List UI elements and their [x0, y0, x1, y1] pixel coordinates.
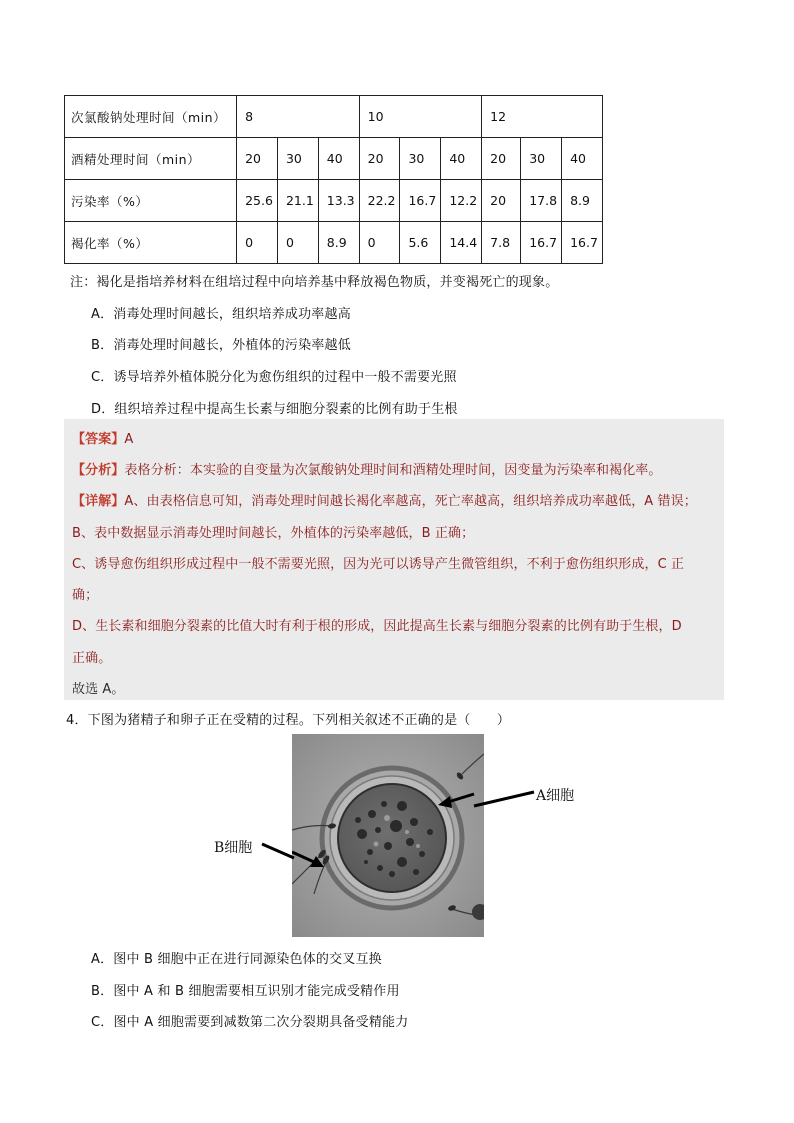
table-cell: 12.2 [441, 180, 482, 222]
option-c: C．诱导培养外植体脱分化为愈伤组织的过程中一般不需要光照 [91, 370, 457, 385]
table-note: 注：褐化是指培养材料在组培过程中向培养基中释放褐色物质，并变褐死亡的现象。 [70, 275, 559, 290]
table-cell: 16.7 [521, 222, 562, 264]
table-cell: 14.4 [441, 222, 482, 264]
table-cell: 40 [441, 138, 482, 180]
row-header: 酒精处理时间（min） [65, 138, 237, 180]
question-4-stem: 4．下图为猪精子和卵子正在受精的过程。下列相关叙述不正确的是（ ） [66, 713, 511, 728]
table-cell: 30 [521, 138, 562, 180]
table-cell: 8.9 [318, 222, 359, 264]
table-row-browning [65, 222, 603, 264]
table-cell: 8.9 [562, 180, 603, 222]
row-header: 污染率（%） [65, 180, 237, 222]
q4-option-a: A．图中 B 细胞中正在进行同源染色体的交叉互换 [91, 952, 382, 967]
table-row-hypochlorite [65, 96, 603, 138]
label-a-cell: A细胞 [536, 788, 575, 804]
label-b-cell: B细胞 [214, 840, 253, 856]
table-cell: 0 [359, 222, 400, 264]
q4-option-b: B．图中 A 和 B 细胞需要相互识别才能完成受精作用 [91, 984, 400, 999]
option-d: D．组织培养过程中提高生长素与细胞分裂素的比例有助于生根 [91, 402, 458, 417]
q4-option-c: C．图中 A 细胞需要到减数第二次分裂期具备受精能力 [91, 1015, 409, 1030]
answer-line [72, 428, 133, 447]
analysis-line [72, 459, 662, 478]
table-row-contamination [65, 180, 603, 222]
table-cell: 8 [237, 96, 360, 138]
detail-line-b: B、表中数据显示消毒处理时间越长，外植体的污染率越低，B 正确； [72, 526, 475, 541]
treatment-results-table [64, 95, 603, 264]
table-row-alcohol [65, 138, 603, 180]
table-cell: 30 [400, 138, 441, 180]
table-cell: 22.2 [359, 180, 400, 222]
table-cell: 16.7 [562, 222, 603, 264]
detail-line-c: C、诱导愈伤组织形成过程中一般不需要光照，因为光可以诱导产生微管组织，不利于愈伤组织形成，C 正 [72, 557, 685, 572]
table-cell: 0 [277, 222, 318, 264]
table-cell: 13.3 [318, 180, 359, 222]
table-cell: 20 [237, 138, 278, 180]
detail-line-d: D、生长素和细胞分裂素的比值大时有利于根的形成，因此提高生长素与细胞分裂素的比例有助于生根，D [72, 619, 682, 634]
analysis-tag: 【分析】 [72, 463, 125, 478]
option-b: B．消毒处理时间越长，外植体的污染率越低 [91, 338, 351, 353]
table-cell: 16.7 [400, 180, 441, 222]
table-cell: 20 [359, 138, 400, 180]
table-cell: 40 [318, 138, 359, 180]
answer-value: A [124, 432, 134, 447]
conclusion-line: 故选 A。 [72, 682, 125, 697]
figure-arrows [260, 780, 540, 880]
detail-text-a: A、由表格信息可知，消毒处理时间越长褐化率越高，死亡率越高，组织培养成功率越低，A 错误； [124, 494, 697, 509]
table-cell: 0 [237, 222, 278, 264]
detail-line-c-cont: 确； [72, 588, 99, 603]
table-cell: 20 [482, 180, 521, 222]
table-cell: 21.1 [277, 180, 318, 222]
table-cell: 40 [562, 138, 603, 180]
answer-tag: 【答案】 [72, 432, 125, 447]
detail-line-a [72, 490, 697, 509]
table-cell: 12 [482, 96, 603, 138]
option-a: A．消毒处理时间越长，组织培养成功率越高 [91, 307, 351, 322]
table-cell: 17.8 [521, 180, 562, 222]
detail-tag: 【详解】 [72, 494, 125, 509]
detail-line-d-cont: 正确。 [72, 651, 112, 666]
table-cell: 5.6 [400, 222, 441, 264]
table-cell: 10 [359, 96, 482, 138]
table-cell: 30 [277, 138, 318, 180]
table-cell: 25.6 [237, 180, 278, 222]
row-header: 褐化率（%） [65, 222, 237, 264]
analysis-text: 表格分析：本实验的自变量为次氯酸钠处理时间和酒精处理时间，因变量为污染率和褐化率。 [124, 463, 662, 478]
table-cell: 7.8 [482, 222, 521, 264]
table-cell: 20 [482, 138, 521, 180]
row-header: 次氯酸钠处理时间（min） [65, 96, 237, 138]
